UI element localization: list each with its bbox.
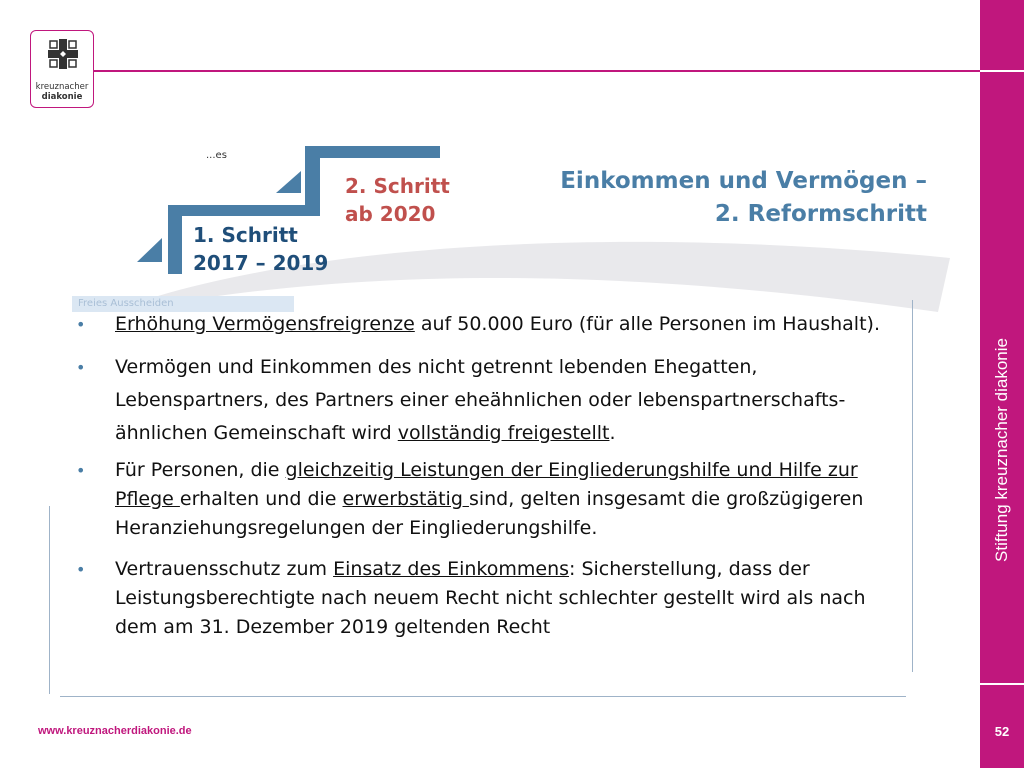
- bullet-text: Vertrauensschutz zum: [115, 558, 334, 580]
- list-item: [72, 456, 910, 543]
- footer-url[interactable]: www.kreuznacherdiakonie.de: [38, 725, 192, 737]
- underlined-text: gleichzeitig Leistungen der Eingliederungshilfe und Hilfe zur Pflege: [115, 459, 858, 510]
- step-1-label: [193, 221, 328, 277]
- step-2-label: [345, 172, 450, 228]
- content-frame-right: [912, 300, 913, 672]
- bullet-text: Für Personen, die: [115, 459, 286, 481]
- page-number: 52: [994, 724, 1010, 739]
- underlined-text: Erhöhung Vermögensfreigrenze: [115, 313, 415, 335]
- bullet-text: Vermögen und Einkommen des nicht getrennt lebenden Ehegatten, Lebenspartners, des Partners einer eheähnlichen oder lebenspartnerschafts-ähnlichen Gemeinschaft wird: [115, 356, 846, 444]
- bullet-icon: •: [76, 358, 86, 377]
- underlined-text: vollständig freigestellt: [397, 422, 610, 444]
- underlined-text: Einsatz des Einkommens: [333, 558, 570, 580]
- step-2-date: ab 2020: [345, 202, 436, 226]
- slide-title-line1: Einkommen und Vermögen –: [560, 168, 927, 194]
- bullet-text: : Sicherstellung, dass der Leistungsberechtigte nach neuem Recht nicht schlechter gestellt wird als nach dem am 31. Dezember 2019 geltenden Recht: [115, 558, 866, 638]
- underlined-text: erwerbstätig: [342, 488, 469, 510]
- content-frame-bottom: [60, 696, 906, 697]
- bullet-icon: •: [76, 560, 86, 579]
- side-band-text: Stiftung kreuznacher diakonie: [992, 338, 1011, 562]
- step-1-date: 2017 – 2019: [193, 251, 329, 275]
- bullet-icon: •: [76, 461, 86, 480]
- step-2-title: 2. Schritt: [345, 174, 450, 198]
- bullet-text: erhalten und die: [179, 488, 343, 510]
- step-1-title: 1. Schritt: [193, 223, 298, 247]
- list-item: [72, 555, 910, 642]
- upper-step-wedge: [276, 171, 301, 193]
- bullet-icon: •: [76, 315, 86, 334]
- lower-step-wedge: [137, 238, 162, 262]
- slide-title: [560, 165, 927, 231]
- fragment-text: ...es: [206, 150, 227, 161]
- bullet-text: sind, gelten insgesamt die großzügigeren Heranziehungsregelungen der Eingliederungshilfe.: [115, 488, 864, 539]
- faded-note: Freies Ausscheiden: [72, 296, 294, 312]
- bullet-list: [72, 310, 910, 642]
- list-item: [72, 351, 910, 450]
- list-item: [72, 310, 910, 339]
- content-frame-left: [49, 506, 50, 694]
- bullet-text: auf 50.000 Euro (für alle Personen im Haushalt).: [414, 313, 880, 335]
- steps-graphic: [0, 0, 980, 320]
- logo-text-line2: diakonie: [41, 92, 83, 102]
- slide-title-line2: 2. Reformschritt: [714, 201, 927, 227]
- bullet-text: .: [609, 422, 616, 444]
- logo-text-line1: kreuznacher: [35, 82, 89, 92]
